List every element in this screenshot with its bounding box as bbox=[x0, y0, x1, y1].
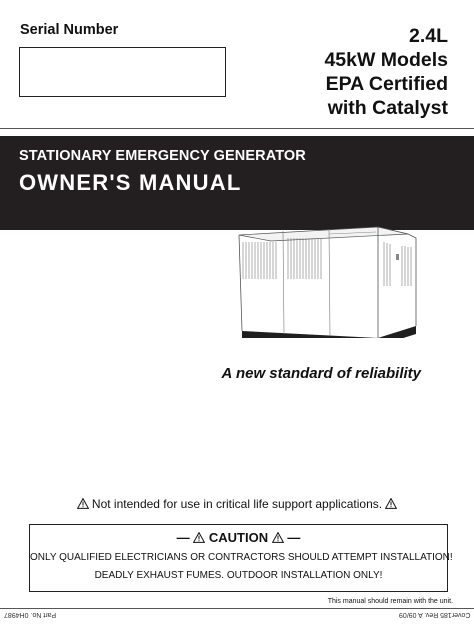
warning-triangle-icon bbox=[193, 532, 205, 543]
model-power: 45kW Models bbox=[324, 49, 448, 71]
caution-heading bbox=[30, 530, 447, 545]
generator-illustration bbox=[236, 224, 418, 338]
engine-size: 2.4L bbox=[408, 25, 448, 47]
dash-left: — bbox=[176, 530, 194, 545]
remain-with-unit-note: This manual should remain with the unit. bbox=[327, 598, 453, 605]
serial-number-box bbox=[19, 47, 226, 97]
life-support-warning bbox=[0, 497, 474, 511]
warning-triangle-icon bbox=[77, 498, 89, 509]
dash-right: — bbox=[287, 530, 301, 545]
caution-title: CAUTION bbox=[208, 530, 269, 545]
title-banner bbox=[0, 136, 474, 230]
banner-subtitle: STATIONARY EMERGENCY GENERATOR bbox=[19, 148, 306, 164]
epa-certification: EPA Certified bbox=[325, 73, 448, 95]
warning-triangle-icon bbox=[385, 498, 397, 509]
tagline: A new standard of reliability bbox=[221, 365, 421, 382]
caution-exhaust-text: DEADLY EXHAUST FUMES. OUTDOOR INSTALLATION ONLY! bbox=[94, 570, 383, 581]
catalyst-note: with Catalyst bbox=[327, 97, 448, 119]
top-divider bbox=[0, 128, 474, 129]
model-info bbox=[324, 24, 448, 120]
life-support-warning-text: Not intended for use in critical life support applications. bbox=[91, 497, 383, 511]
banner-title: OWNER'S MANUAL bbox=[19, 170, 242, 195]
caution-installation-text: ONLY QUALIFIED ELECTRICIANS OR CONTRACTORS SHOULD ATTEMPT INSTALLATION! bbox=[30, 552, 453, 563]
bottom-divider bbox=[0, 608, 474, 609]
part-number: Part No. 0H4987 bbox=[4, 611, 57, 618]
serial-number-label: Serial Number bbox=[20, 22, 119, 38]
cover-reference: Cover185 Rev. A 09/09 bbox=[398, 611, 470, 618]
caution-box bbox=[29, 524, 453, 592]
warning-triangle-icon bbox=[272, 532, 284, 543]
